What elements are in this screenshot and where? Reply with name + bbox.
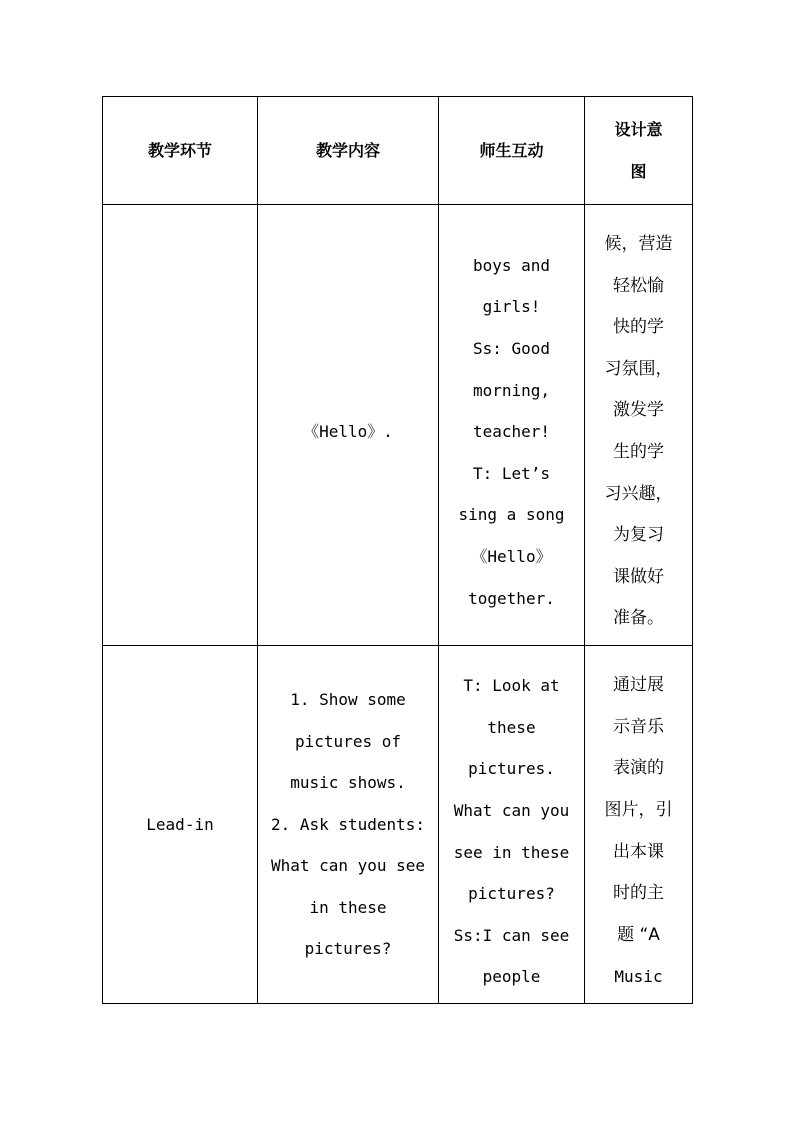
lesson-plan-table xyxy=(102,96,693,1004)
interaction-cell xyxy=(439,205,585,646)
header-line: 教学环节 xyxy=(147,140,212,160)
intent-line: 为复习 xyxy=(613,525,664,546)
interaction-line: boys and xyxy=(472,255,551,275)
content-line: 2. Ask students: xyxy=(270,814,426,834)
intent-line: Music xyxy=(614,967,663,987)
content-line: 《Hello》. xyxy=(303,422,393,442)
intent-line: 候，营造 xyxy=(604,234,673,255)
header-line: 师生互动 xyxy=(479,140,544,160)
interaction-line: T: Let’s xyxy=(472,463,551,483)
interaction-line: pictures. xyxy=(468,759,555,779)
intent-line: 快的学 xyxy=(613,317,664,338)
table-row xyxy=(103,646,693,1004)
intent-line: 轻松愉 xyxy=(613,275,664,296)
interaction-line: pictures? xyxy=(468,884,555,904)
header-line: 图 xyxy=(630,161,647,181)
stage-text: Lead-in xyxy=(146,814,214,834)
interaction-line: 《Hello》 xyxy=(471,546,552,566)
header-line: 教学内容 xyxy=(315,140,380,160)
header-line: 设计意 xyxy=(614,119,663,139)
interaction-line: Ss:I can see xyxy=(453,925,570,945)
interaction-line: people xyxy=(482,967,541,987)
interaction-line: What can you xyxy=(453,800,570,820)
content-line: in these xyxy=(309,897,387,917)
intent-cell xyxy=(585,646,693,1004)
header-interaction xyxy=(439,97,585,205)
interaction-line: together. xyxy=(468,588,555,608)
interaction-cell xyxy=(439,646,585,1004)
intent-line: 准备。 xyxy=(613,608,664,629)
content-line: 1. Show some xyxy=(290,689,406,709)
intent-line: 习氛围， xyxy=(604,358,673,379)
intent-line: 图片，引 xyxy=(604,799,673,820)
interaction-line: these xyxy=(487,717,536,737)
intent-line: 生的学 xyxy=(613,442,664,462)
content-cell xyxy=(258,646,439,1004)
table-header-row xyxy=(103,97,693,205)
interaction-line: teacher! xyxy=(472,422,551,442)
content-line: pictures? xyxy=(304,939,392,959)
intent-line: 表演的 xyxy=(613,758,664,779)
interaction-line: morning, xyxy=(472,380,551,400)
intent-line: 时的主 xyxy=(613,883,664,904)
header-teaching-content xyxy=(258,97,439,205)
interaction-line: sing a song xyxy=(458,505,565,525)
stage-cell xyxy=(103,205,258,646)
interaction-line: Ss: Good xyxy=(472,339,551,359)
header-design-intent xyxy=(585,97,693,205)
interaction-line: girls! xyxy=(482,297,541,317)
stage-cell xyxy=(103,646,258,1004)
interaction-line: T: Look at xyxy=(463,676,560,696)
intent-line: 示音乐 xyxy=(613,716,664,737)
content-line: music shows. xyxy=(290,773,406,793)
intent-line: 课做好 xyxy=(613,566,664,587)
intent-line: 激发学 xyxy=(613,400,664,421)
intent-line: 习兴趣， xyxy=(604,483,673,504)
intent-cell xyxy=(585,205,693,646)
content-line: What can you see xyxy=(270,856,426,876)
content-line: pictures of xyxy=(295,731,401,751)
header-teaching-stage xyxy=(103,97,258,205)
intent-line: 题 “A xyxy=(617,924,660,945)
intent-line: 出本课 xyxy=(613,841,664,862)
table-row xyxy=(103,205,693,646)
content-cell xyxy=(258,205,439,646)
intent-line: 通过展 xyxy=(613,675,664,696)
interaction-line: see in these xyxy=(453,842,570,862)
